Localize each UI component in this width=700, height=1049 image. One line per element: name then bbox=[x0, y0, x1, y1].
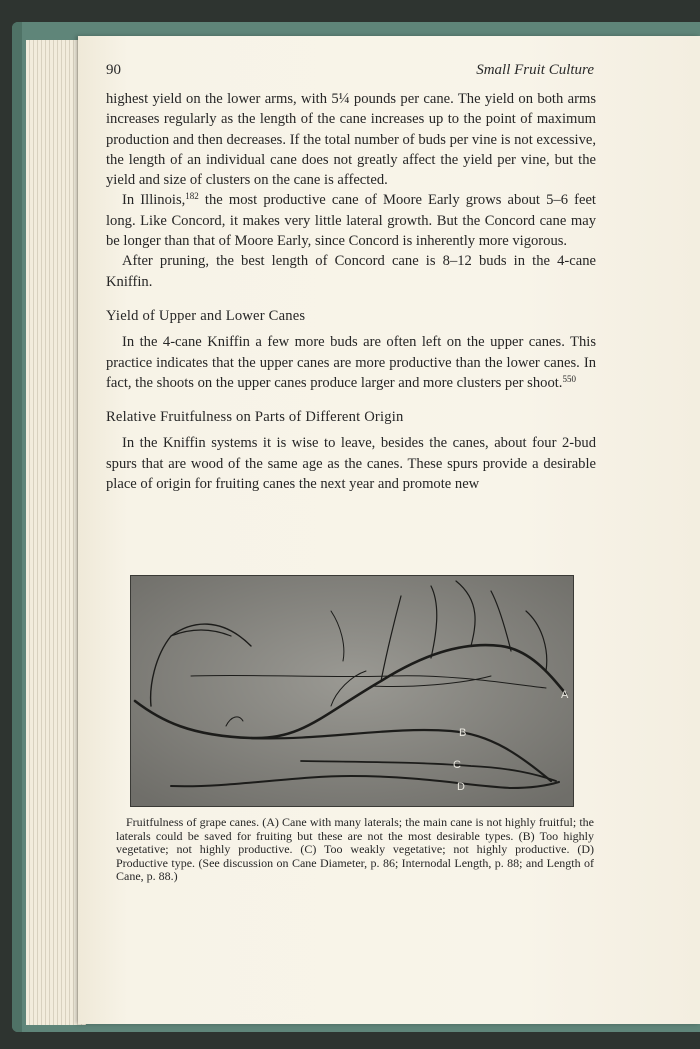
section-heading: Yield of Upper and Lower Canes bbox=[106, 307, 306, 324]
paragraph bbox=[106, 190, 596, 251]
grape-canes-photo bbox=[130, 575, 574, 807]
label-a: A bbox=[561, 689, 569, 701]
paragraph: After pruning, the best length of Concord cane is 8–12 buds in the 4-cane Kniffin. bbox=[106, 253, 596, 290]
paragraph bbox=[106, 332, 596, 393]
grape-canes-illustration bbox=[131, 576, 573, 806]
body-text bbox=[106, 89, 596, 494]
photo-background bbox=[131, 576, 573, 806]
paragraph-text: In the 4-cane Kniffin a few more buds are often left on the upper canes. This practice indicates that the upper canes are more productive than the lower canes. In fact, the shoots on the upper canes produce larger and more clusters per shoot. bbox=[106, 334, 596, 391]
page-stack bbox=[26, 40, 86, 1025]
paragraph-text: the most productive cane of Moore Early grows about 5–6 feet long. Like Concord, it makes very little lateral growth. But the Concord cane may be longer than that of Moore Early, since Concord is inherently more vigorous. bbox=[106, 192, 596, 250]
section-heading: Relative Fruitfulness on Parts of Different Origin bbox=[106, 409, 404, 426]
label-b: B bbox=[459, 727, 467, 739]
page-number: 90 bbox=[106, 62, 121, 78]
page-header bbox=[106, 62, 594, 86]
label-c: C bbox=[453, 759, 461, 771]
figure-caption bbox=[116, 816, 594, 884]
paragraph: In the Kniffin systems it is wise to leave, besides the canes, about four 2-bud spurs that are wood of the same age as the canes. These spurs provide a desirable place of origin for fruiting canes the next year and promote new bbox=[106, 435, 596, 493]
book-spine-edge bbox=[12, 22, 22, 1032]
paragraph: highest yield on the lower arms, with 5¼ pounds per cane. The yield on both arms increases regularly as the length of the cane increases up to the point of maximum production and then decreases. If the total number of buds per vine is not excessive, the length of an individual cane does not greatly affect the yield per vine, but the yield and size of clusters on the cane is affected. bbox=[106, 91, 596, 189]
running-title: Small Fruit Culture bbox=[476, 62, 594, 78]
label-d: D bbox=[457, 781, 465, 793]
reference-mark: 182 bbox=[185, 191, 199, 202]
paragraph-text: In Illinois, bbox=[122, 192, 186, 209]
reference-mark: 550 bbox=[562, 373, 576, 384]
caption-text: Fruitfulness of grape canes. (A) Cane with many laterals; the main cane is not highly fruitful; the laterals could be saved for fruiting but these are not the most desirable types. (B) Too highly vegetative; not highly productive. (C) Too weakly vegetative; not highly productive. (D) Productive type. (See discussion on Cane Diameter, p. 86; Internodal Length, p. 88; and Length of Cane, p. 88.) bbox=[116, 815, 594, 884]
